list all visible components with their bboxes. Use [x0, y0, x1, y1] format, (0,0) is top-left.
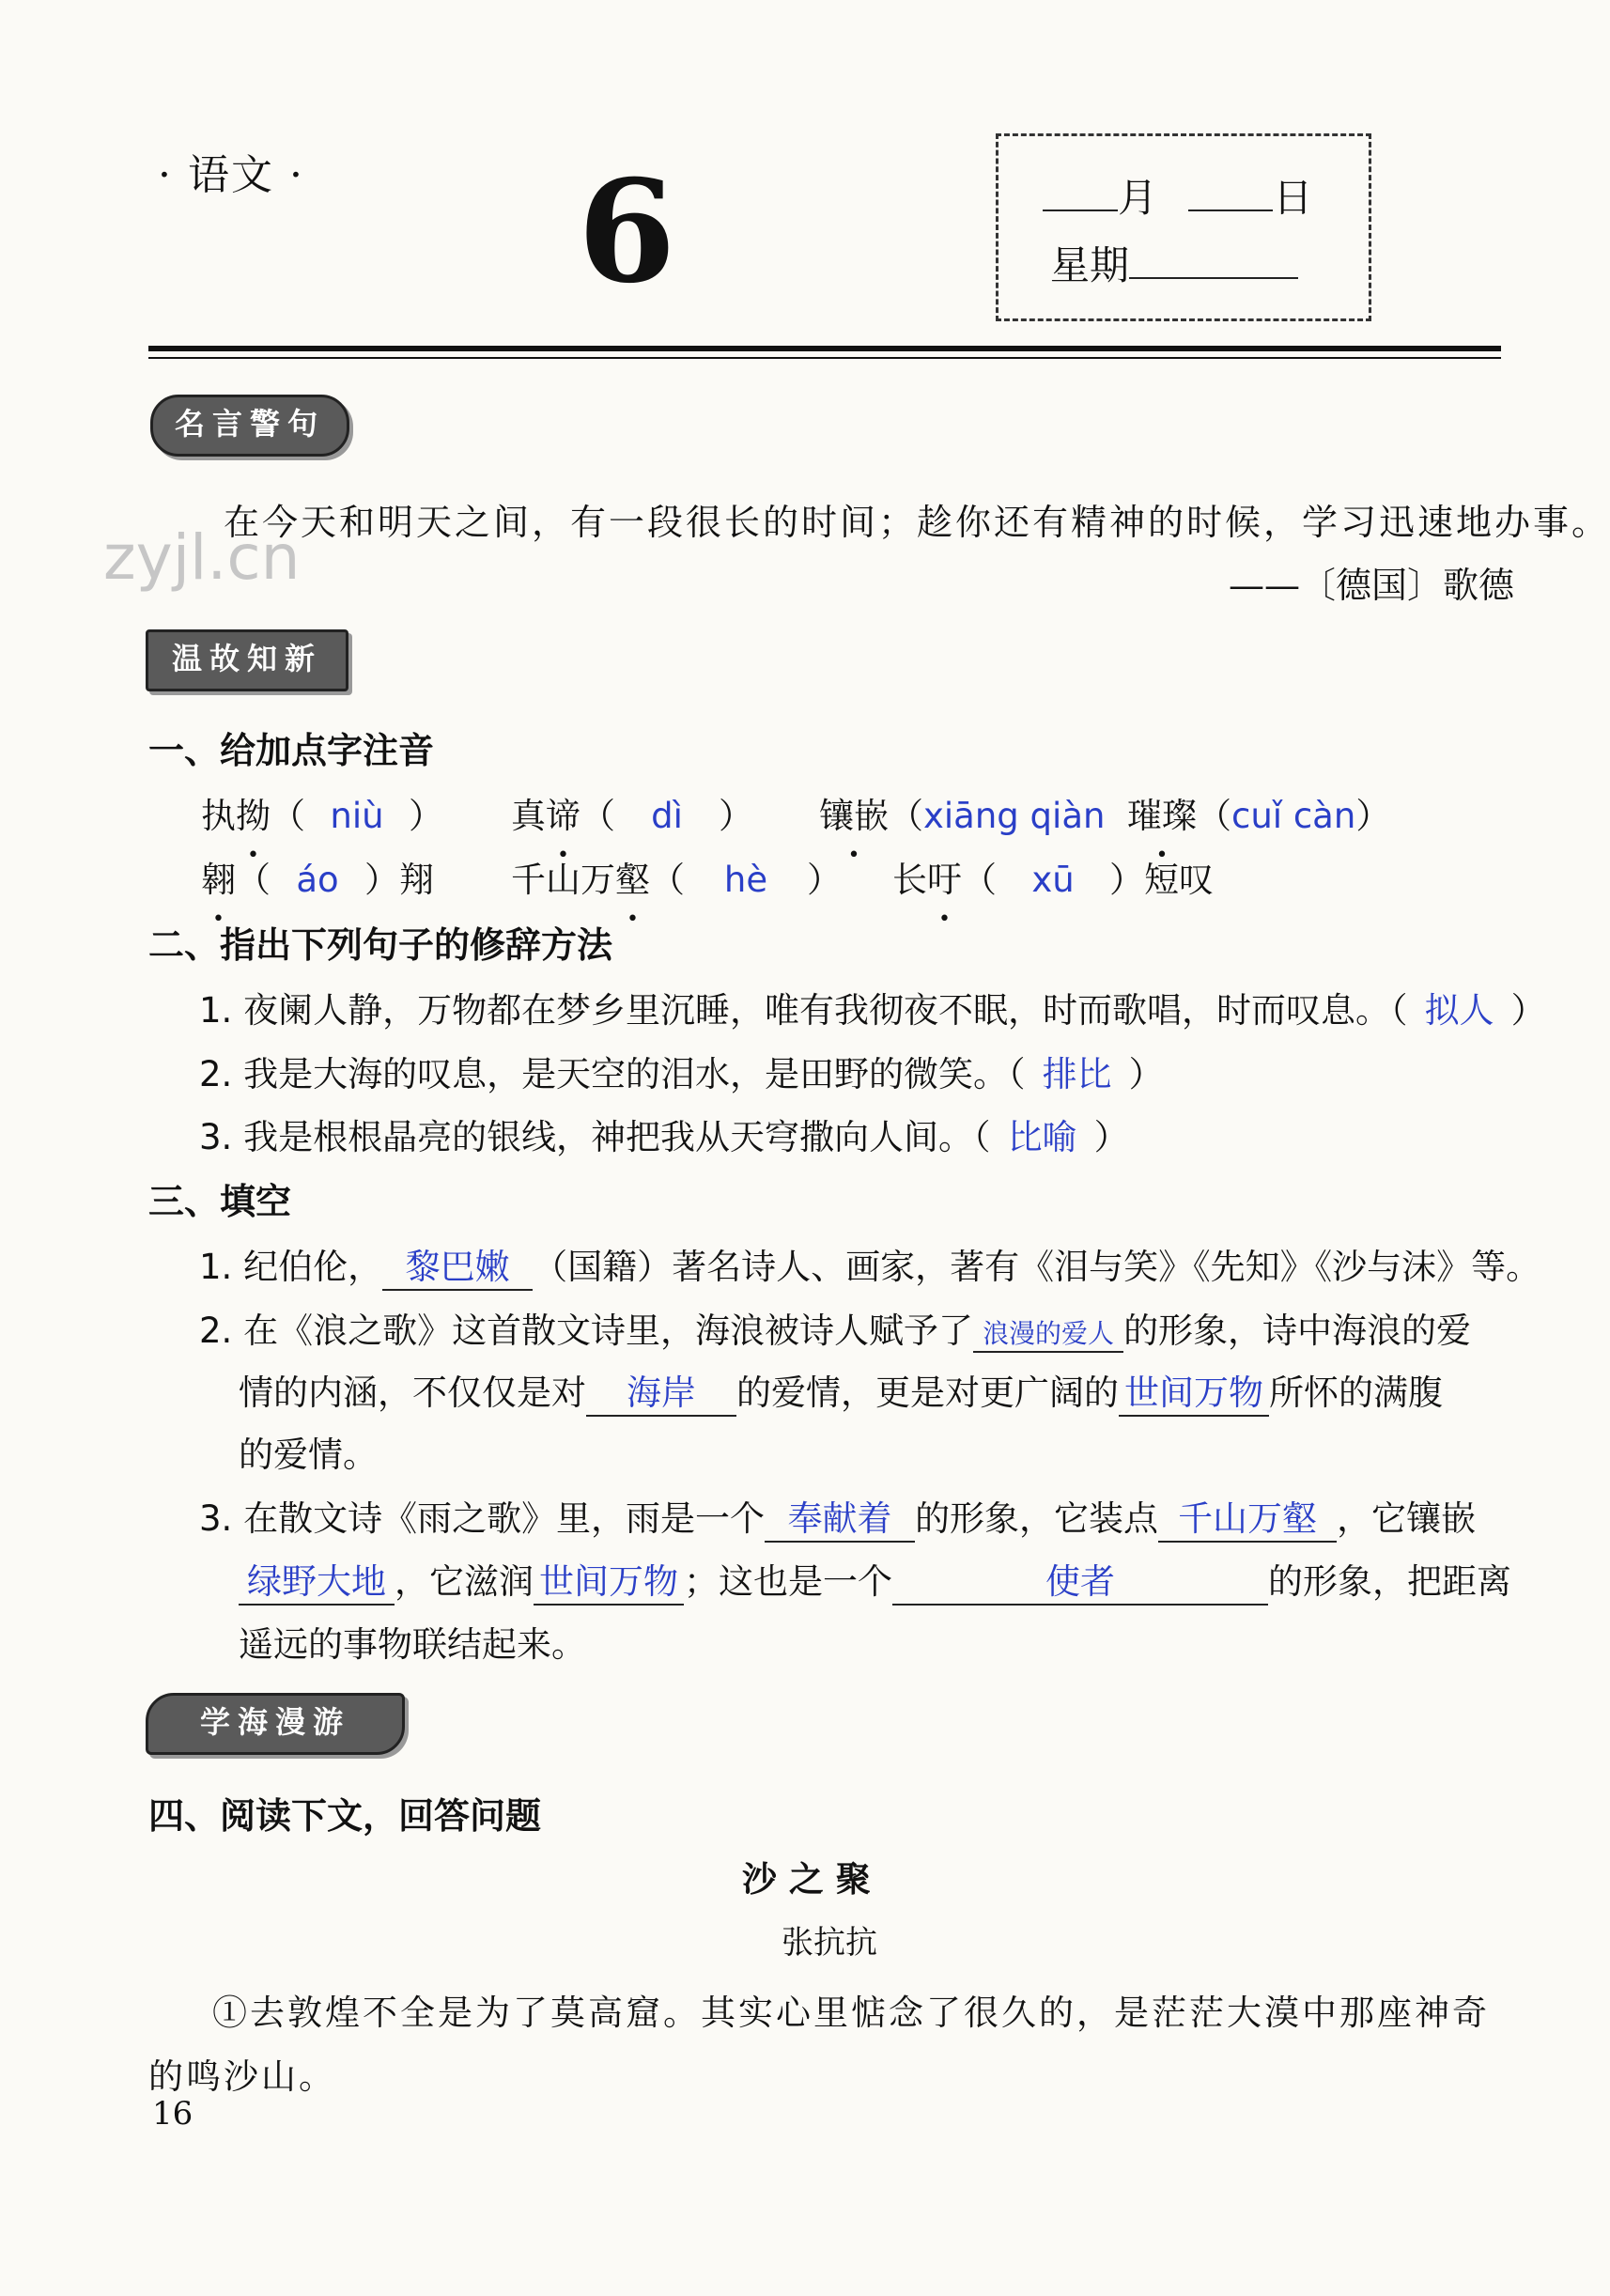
- bracket: （: [650, 860, 685, 900]
- pinyin-item-5: [201, 851, 434, 902]
- question-text: 2. 我是大海的叹息，是天空的泪水，是田野的微笑。（: [199, 1054, 1026, 1094]
- lesson-number: 6: [578, 149, 676, 315]
- weekday-blank[interactable]: [1129, 277, 1298, 279]
- rhetoric-q2: [199, 1046, 1164, 1096]
- dotted-char: 镶嵌: [819, 796, 889, 836]
- bracket: ）短叹: [1109, 860, 1214, 900]
- question-text: 所怀的满腹: [1269, 1373, 1443, 1413]
- question-text: 1. 夜阑人静，万物都在梦乡里沉睡，唯有我彻夜不眠，时而歌唱，时而叹息。（: [199, 990, 1408, 1031]
- dotted-char: 拗: [236, 796, 271, 836]
- answer[interactable]: áo: [296, 860, 339, 900]
- badge-quote: 名言警句: [150, 395, 349, 457]
- item-text: 长: [892, 860, 927, 900]
- answer[interactable]: 排比: [1042, 1054, 1112, 1094]
- question-text: 1. 纪伯伦，: [199, 1247, 383, 1287]
- question-text: ，它滋润: [395, 1561, 534, 1602]
- fill-q2-line1: [199, 1302, 1471, 1353]
- badge-review: 温故知新: [146, 629, 348, 691]
- bracket: ）: [1128, 1054, 1164, 1094]
- answer[interactable]: hè: [723, 860, 768, 900]
- bracket: （: [271, 796, 305, 836]
- answer-blank[interactable]: 浪漫的爱人: [973, 1313, 1123, 1353]
- fill-q3-line3: 遥远的事物联结起来。: [239, 1624, 586, 1665]
- fill-q1: [199, 1238, 1540, 1291]
- fill-q3-line1: [199, 1490, 1476, 1543]
- dotted-char: 吁: [927, 860, 962, 900]
- answer-blank[interactable]: 使者: [892, 1553, 1268, 1606]
- subject-label: · 语文 ·: [158, 151, 304, 199]
- bracket: ）: [1355, 796, 1391, 836]
- pinyin-item-7: [892, 851, 1214, 902]
- badge-reading: 学海漫游: [146, 1693, 405, 1755]
- answer-blank[interactable]: 世间万物: [534, 1553, 684, 1606]
- bracket: ）翔: [364, 860, 434, 900]
- fill-q2-line3: 的爱情。: [239, 1435, 378, 1475]
- question-text: 的形象，把距离: [1268, 1561, 1511, 1602]
- answer-blank[interactable]: 千山万壑: [1158, 1490, 1337, 1543]
- bracket: （: [581, 796, 615, 836]
- question-text: 3. 在散文诗《雨之歌》里，雨是一个: [199, 1498, 766, 1539]
- answer[interactable]: cuǐ càn: [1231, 796, 1356, 836]
- bracket: （: [236, 860, 271, 900]
- item-text: 真: [511, 796, 546, 836]
- fill-q2-line2: [239, 1364, 1443, 1417]
- answer-blank[interactable]: 黎巴嫩: [382, 1238, 533, 1291]
- answer[interactable]: dì: [651, 796, 683, 836]
- question-text: 的爱情，更是对更广阔的: [736, 1373, 1119, 1413]
- month-label: 月: [1118, 175, 1158, 221]
- bracket: （: [962, 860, 997, 900]
- article-paragraph-cont: 的鸣沙山。: [148, 2056, 336, 2097]
- answer[interactable]: niù: [330, 796, 384, 836]
- section2-title: 二、指出下列句子的修辞方法: [148, 924, 613, 966]
- quote-text: 在今天和明天之间，有一段很长的时间；趁你还有精神的时候，学习迅速地办事。: [224, 502, 1610, 543]
- answer[interactable]: 比喻: [1007, 1117, 1077, 1157]
- section4-title: 四、阅读下文，回答问题: [148, 1795, 542, 1837]
- answer[interactable]: 拟人: [1424, 990, 1494, 1031]
- header-rule: [148, 346, 1501, 351]
- pinyin-item-3: [819, 787, 1105, 838]
- item-text: 执: [201, 796, 236, 836]
- header-rule-thin: [148, 357, 1501, 359]
- answer-blank[interactable]: 奉献着: [765, 1490, 915, 1543]
- article-paragraph: ①去敦煌不全是为了莫高窟。其实心里惦念了很久的，是茫茫大漠中那座神奇: [212, 1993, 1490, 2033]
- bracket: ）: [719, 796, 753, 836]
- dotted-char: 谛: [546, 796, 581, 836]
- article-author: 张抗抗: [782, 1924, 877, 1962]
- question-text: 3. 我是根根晶亮的银线，神把我从天穹撒向人间。（: [199, 1117, 991, 1157]
- date-weekday: [1050, 235, 1298, 291]
- pinyin-item-2: [511, 787, 753, 838]
- dotted-char: 翱: [201, 860, 236, 900]
- question-text: 的形象，诗中海浪的爱: [1123, 1311, 1472, 1351]
- question-text: ，它镶嵌: [1337, 1498, 1477, 1539]
- question-text: （国籍）著名诗人、画家，著有《泪与笑》《先知》《沙与沫》等。: [533, 1247, 1541, 1287]
- bracket: ）: [1510, 990, 1546, 1031]
- question-text: 的形象，它装点: [915, 1498, 1159, 1539]
- date-month-day: [1043, 167, 1312, 224]
- day-label: 日: [1273, 175, 1313, 221]
- bracket: （: [889, 796, 923, 836]
- question-text: 情的内涵，不仅仅是对: [239, 1373, 586, 1413]
- bracket: ）: [807, 860, 842, 900]
- article-title: 沙 之 聚: [742, 1858, 871, 1900]
- fill-q3-line2: [239, 1553, 1511, 1606]
- watermark: zyjl.cn: [103, 521, 301, 594]
- answer-blank[interactable]: 绿野大地: [239, 1553, 395, 1606]
- dotted-char: 壑: [615, 860, 650, 900]
- day-blank[interactable]: [1188, 209, 1273, 211]
- weekday-label: 星期: [1050, 242, 1130, 288]
- question-text: ；这也是一个: [684, 1561, 892, 1602]
- question-text: 2. 在《浪之歌》这首散文诗里，海浪被诗人赋予了: [199, 1311, 974, 1351]
- quote-source: ——〔德国〕歌德: [1229, 565, 1515, 606]
- answer-blank[interactable]: 世间万物: [1119, 1364, 1269, 1417]
- month-blank[interactable]: [1043, 209, 1118, 211]
- bracket: ）: [1093, 1117, 1129, 1157]
- dotted-char: 璀璨: [1127, 796, 1197, 836]
- section3-title: 三、填空: [148, 1181, 292, 1222]
- pinyin-item-1: [201, 787, 443, 838]
- answer[interactable]: xiāng qiàn: [923, 796, 1106, 836]
- item-text: 千山万: [511, 860, 615, 900]
- section1-title: 一、给加点字注音: [148, 730, 435, 771]
- bracket: （: [1197, 796, 1231, 836]
- date-box: [996, 133, 1371, 321]
- pinyin-item-4: [1127, 787, 1390, 838]
- answer-blank[interactable]: 海岸: [586, 1364, 736, 1417]
- rhetoric-q1: [199, 982, 1546, 1032]
- bracket: ）: [409, 796, 443, 836]
- answer[interactable]: xū: [1031, 860, 1075, 900]
- rhetoric-q3: [199, 1109, 1129, 1159]
- pinyin-item-6: [511, 851, 842, 902]
- page-number: 16: [152, 2095, 194, 2133]
